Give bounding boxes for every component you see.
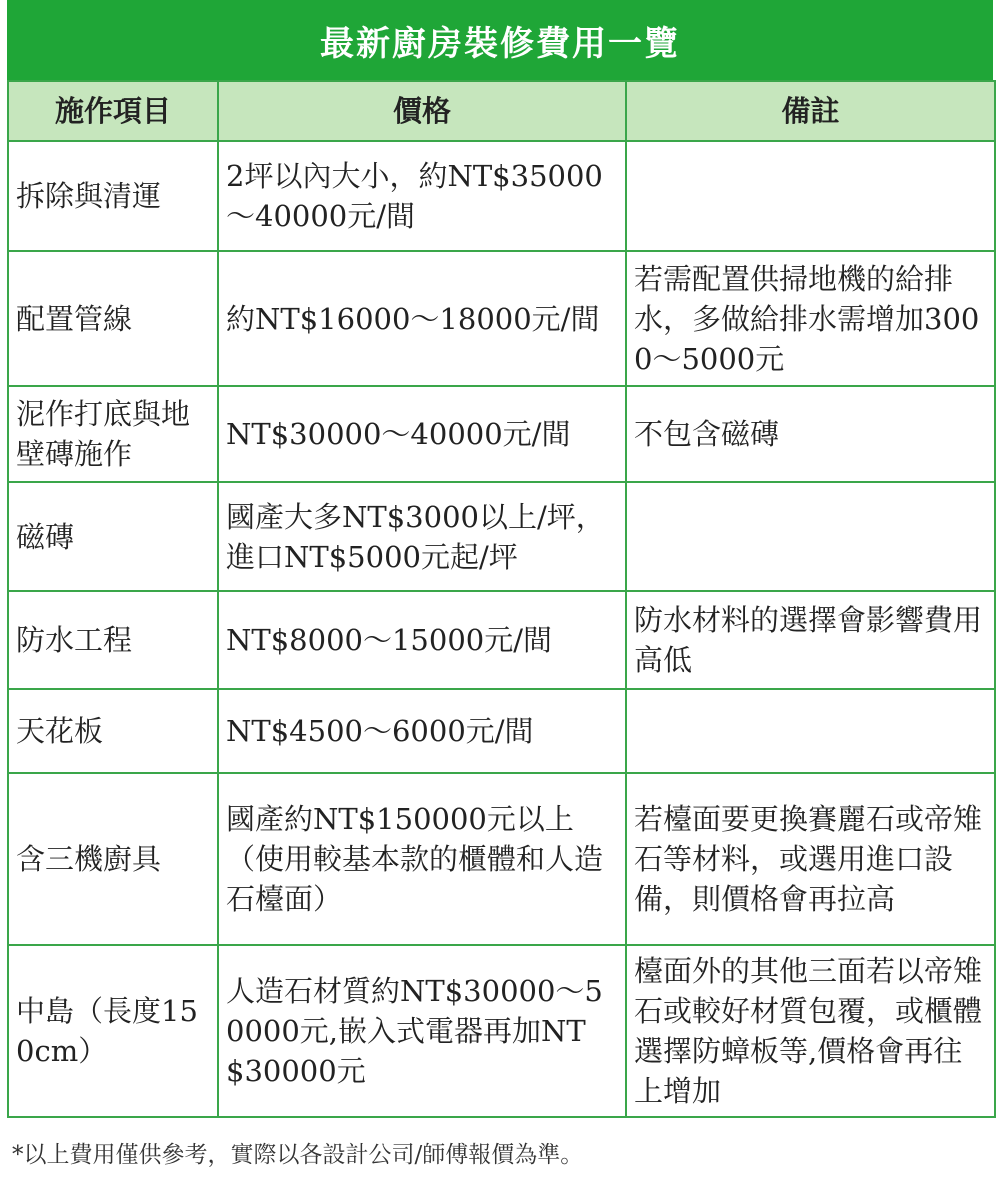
table-row <box>8 141 995 251</box>
cell-item: 泥作打底與地壁磚施作 <box>8 386 218 482</box>
cell-item: 含三機廚具 <box>8 773 218 945</box>
table-row <box>8 482 995 591</box>
table-row <box>8 251 995 386</box>
column-header-item: 施作項目 <box>8 81 218 141</box>
table-header-row <box>8 81 995 141</box>
table-row <box>8 689 995 773</box>
table-row <box>8 773 995 945</box>
cost-table <box>7 80 996 1118</box>
cell-item: 防水工程 <box>8 591 218 689</box>
cell-note: 若檯面要更換賽麗石或帝雉石等材料，或選用進口設備，則價格會再拉高 <box>626 773 995 945</box>
cell-item: 配置管線 <box>8 251 218 386</box>
cell-price: NT$30000～40000元/間 <box>218 386 626 482</box>
cell-note: 若需配置供掃地機的給排水，多做給排水需增加3000～5000元 <box>626 251 995 386</box>
cell-note: 不包含磁磚 <box>626 386 995 482</box>
cell-item: 中島（長度150cm） <box>8 945 218 1117</box>
cell-item: 磁磚 <box>8 482 218 591</box>
column-header-price: 價格 <box>218 81 626 141</box>
footnote: *以上費用僅供參考，實際以各設計公司/師傅報價為準。 <box>12 1142 584 1168</box>
column-header-note: 備註 <box>626 81 995 141</box>
table-row <box>8 945 995 1117</box>
cell-price: 約NT$16000～18000元/間 <box>218 251 626 386</box>
page-title: 最新廚房裝修費用一覽 <box>7 0 993 80</box>
cell-price: NT$8000～15000元/間 <box>218 591 626 689</box>
table-row <box>8 386 995 482</box>
cell-note <box>626 141 995 251</box>
cell-note <box>626 482 995 591</box>
cell-price: 國產大多NT$3000以上/坪，進口NT$5000元起/坪 <box>218 482 626 591</box>
cell-note: 防水材料的選擇會影響費用高低 <box>626 591 995 689</box>
cell-item: 天花板 <box>8 689 218 773</box>
cell-note <box>626 689 995 773</box>
cell-price: 人造石材質約NT$30000～50000元,嵌入式電器再加NT$30000元 <box>218 945 626 1117</box>
table-row <box>8 591 995 689</box>
cell-price: 2坪以內大小，約NT$35000～40000元/間 <box>218 141 626 251</box>
cell-price: 國產約NT$150000元以上（使用較基本款的櫃體和人造石檯面） <box>218 773 626 945</box>
cell-price: NT$4500～6000元/間 <box>218 689 626 773</box>
cell-note: 檯面外的其他三面若以帝雉石或較好材質包覆，或櫃體選擇防蟑板等,價格會再往上增加 <box>626 945 995 1117</box>
cell-item: 拆除與清運 <box>8 141 218 251</box>
